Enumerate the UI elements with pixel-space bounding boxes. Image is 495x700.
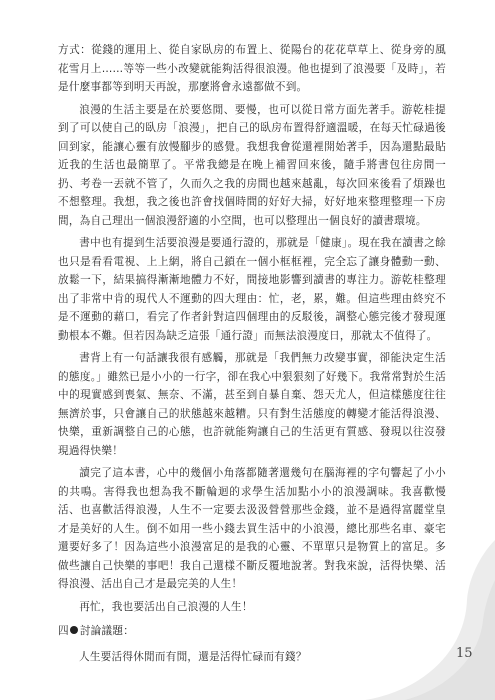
section-heading bbox=[58, 622, 446, 640]
paragraph-5: 讀完了這本書，心中的幾個小角落都隨著還幾句在腦海裡的字句響起了小小的共鳴。害得我也想為我不斷輪迴的求學生活加點小小的浪漫調味。我喜歡慢活、也喜歡活得浪漫，人生不一定要去汲汲營營那些金錢，並不是過得富麗堂皇才是美好的人生。倒不如用一些小錢去買生活中的小浪漫，總比那些名車、豪宅還要好多了！因為這些小浪漫富足的是我的心靈、不單單只是物質上的富足。多做些讓自己快樂的事吧！我自己還樣不斷反覆地說著。對我來說，活得快樂、活得浪漫、活出自己才是最完美的人生！ bbox=[58, 467, 446, 590]
paragraph-2: 浪漫的生活主要是在於要悠閒、要慢，也可以從日常方面先著手。游乾桂提到了可以使自己的臥房「浪漫」，把自己的臥房布置得舒適溫暖，在每天忙碌過後回到家，能讓心靈有放慢腳步的感覺。我想我會從還裡開始著手，因為還點最貼近我的生活也最簡單了。平常我總是在晚上補習回來後，隨手將書包往房間一扔、考卷一丟就不管了，久而久之我的房間也越來越亂，每次回來後看了煩躁也不想整理。我想，我之後也許會找個時間的好好大掃，好好地來整理整理一下房間，為自己理出一個浪漫舒適的小空間，也可以整理出一個良好的讀書環境。 bbox=[58, 103, 446, 227]
section-number: 四 bbox=[58, 625, 69, 637]
paragraph-1: 方式：從錢的運用上、從自家臥房的布置上、從陽台的花花草草上、從身旁的風花雪月上……等等一些小改變就能夠活得很浪漫。他也提到了浪漫要「及時」，若是什麼事都等到明天再說，那麼將會永遠都做不到。 bbox=[58, 44, 446, 93]
paragraph-4: 書背上有一句話讓我很有感觸，那就是「我們無力改變事實，卻能決定生活的態度。」雖然已是小小的一行字，卻在我心中狠狠刻了好幾下。我常常對於生活中的現實感到喪氣、無奈、不滿，甚至到自暴自棄、怨天尤人，但這樣態度往往無濟於事，只會讓自己的狀態越來越糟。只有對生活態度的轉變才能活得浪漫、快樂，重新調整自己的心態，也許就能夠讓自己的生活更有質感、發現以往沒發現過得快樂！ bbox=[58, 352, 446, 457]
page-number: 15 bbox=[456, 646, 473, 661]
body-text bbox=[58, 41, 446, 666]
paragraph-6: 再忙，我也要活出自己浪漫的人生！ bbox=[79, 600, 253, 613]
paragraph-3: 書中也有提到生活要浪漫是要通行證的，那就是「健康」。現在我在讀書之餘也只是看看電視、上上網，將自己鎖在一個小框框裡，完全忘了讓身體動一動、放鬆一下，結果搞得漸漸地體力不好，間接地影響到讀書的專注力。游乾桂整理出了非常中肯的現代人不運動的四大理由：忙，老，累，難。但這些理由終究不是不運動的藉口，看完了作者針對這四個理由的反駁後，調整心態完後才發現運動根本不難。但若因為缺乏這張「通行證」而無法浪漫度日，那就太不值得了。 bbox=[58, 237, 446, 342]
discussion-question: 人生要活得休閒而有閒，還是活得忙碌而有錢？ bbox=[79, 651, 307, 663]
section-title: 討論議題： bbox=[79, 625, 135, 637]
bullet-dot-icon bbox=[70, 626, 78, 634]
